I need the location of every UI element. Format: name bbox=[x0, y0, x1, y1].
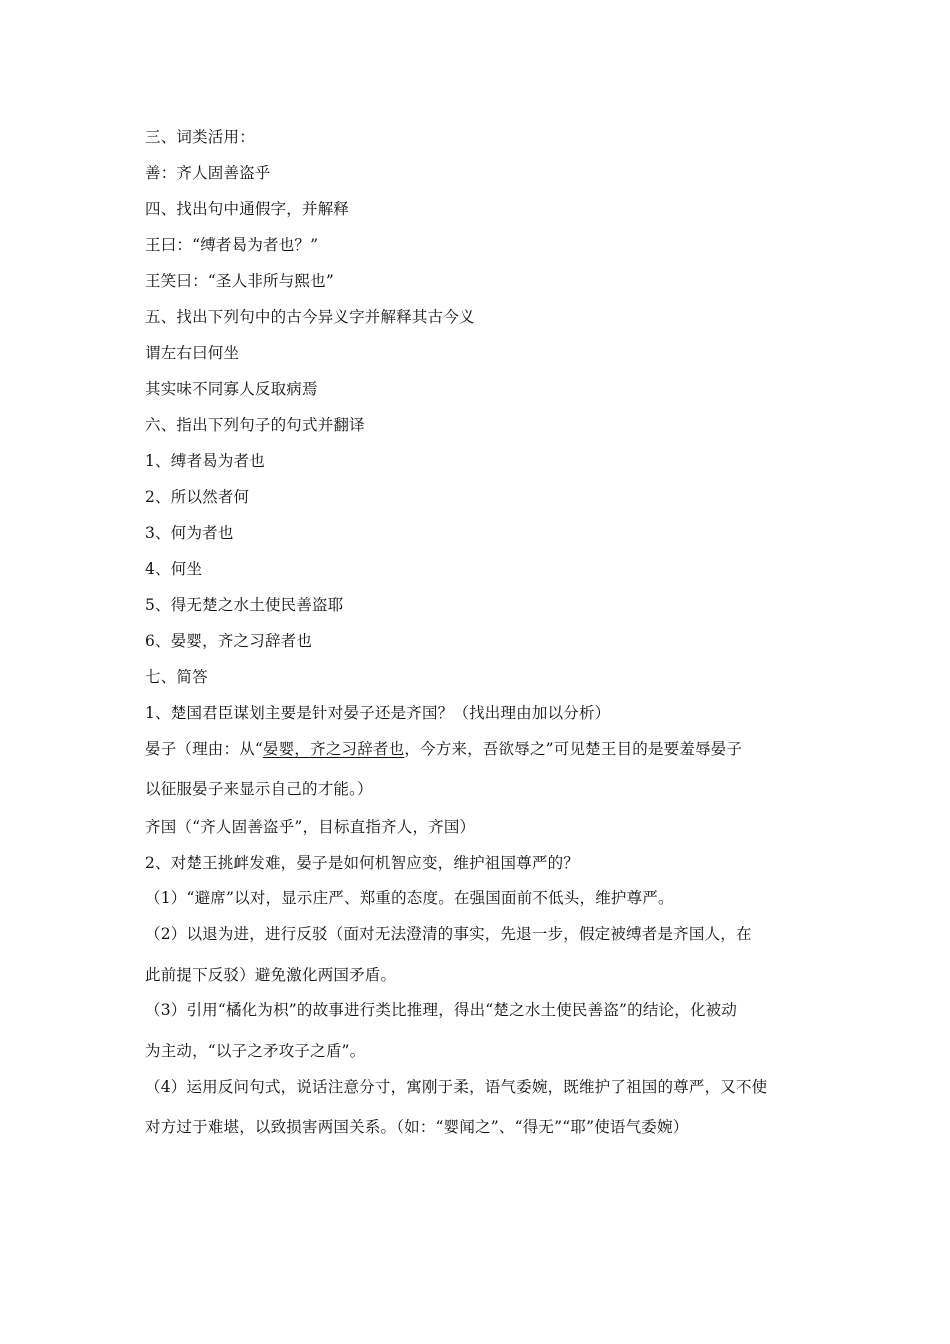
section-heading-4: 四、找出句中通假字，并解释 bbox=[145, 200, 350, 218]
answer-1: （1）“避席”以对，显示庄严、郑重的态度。在强国面前不低头，维护尊严。 bbox=[145, 889, 674, 907]
text-line: 王笑曰：“圣人非所与熙也” bbox=[145, 272, 334, 290]
answer-2-line-2: 此前提下反驳）避免激化两国矛盾。 bbox=[145, 966, 397, 984]
text-line: 王曰：“缚者曷为者也？” bbox=[145, 236, 319, 254]
answer-qiguo: 齐国（“齐人固善盗乎”，目标直指齐人，齐国） bbox=[145, 818, 476, 836]
answer-2-line-1: （2）以退为进，进行反驳（面对无法澄清的事实，先退一步，假定被缚者是齐国人，在 bbox=[145, 925, 752, 943]
list-item: 6、晏婴，齐之习辞者也 bbox=[145, 632, 313, 650]
answer-yanzi-continued: 以征服晏子来显示自己的才能。） bbox=[145, 780, 373, 798]
list-item: 4、何坐 bbox=[145, 560, 203, 578]
answer-yanzi bbox=[145, 739, 742, 759]
list-item: 2、所以然者何 bbox=[145, 488, 250, 506]
text-line: 其实味不同寡人反取病焉 bbox=[145, 380, 318, 398]
section-heading-5: 五、找出下列句中的古今异义字并解释其古今义 bbox=[145, 308, 475, 326]
list-item: 1、缚者曷为者也 bbox=[145, 452, 265, 470]
section-heading-7: 七、简答 bbox=[145, 668, 208, 686]
list-item: 3、何为者也 bbox=[145, 524, 234, 542]
text-line: 善：齐人固善盗乎 bbox=[145, 164, 271, 182]
list-item: 5、得无楚之水土使民善盗耶 bbox=[145, 596, 344, 614]
answer-yanzi-prefix: 晏子（理由：从“ bbox=[145, 740, 264, 758]
text-line: 谓左右曰何坐 bbox=[145, 344, 240, 362]
answer-4-line-2: 对方过于难堪，以致损害两国关系。（如：“婴闻之”、“得无”“耶”使语气委婉） bbox=[145, 1118, 689, 1136]
question-1: 1、楚国君臣谋划主要是针对晏子还是齐国？（找出理由加以分析） bbox=[145, 704, 611, 722]
answer-3-line-1: （3）引用“橘化为枳”的故事进行类比推理，得出“楚之水土使民善盗”的结论，化被动 bbox=[145, 1001, 738, 1019]
answer-3-line-2: 为主动，“以子之矛攻子之盾”。 bbox=[145, 1042, 366, 1060]
question-2: 2、对楚王挑衅发难，晏子是如何机智应变，维护祖国尊严的？ bbox=[145, 854, 579, 872]
section-heading-3: 三、词类活用： bbox=[145, 128, 255, 146]
answer-4-line-1: （4）运用反问句式，说话注意分寸，寓刚于柔，语气委婉，既维护了祖国的尊严，又不使 bbox=[145, 1078, 768, 1096]
section-heading-6: 六、指出下列句子的句式并翻译 bbox=[145, 416, 365, 434]
answer-yanzi-suffix: ，今方来，吾欲辱之”可见楚王目的是要羞辱晏子 bbox=[404, 740, 743, 758]
underlined-quote: 晏婴，齐之习辞者也 bbox=[263, 740, 405, 758]
